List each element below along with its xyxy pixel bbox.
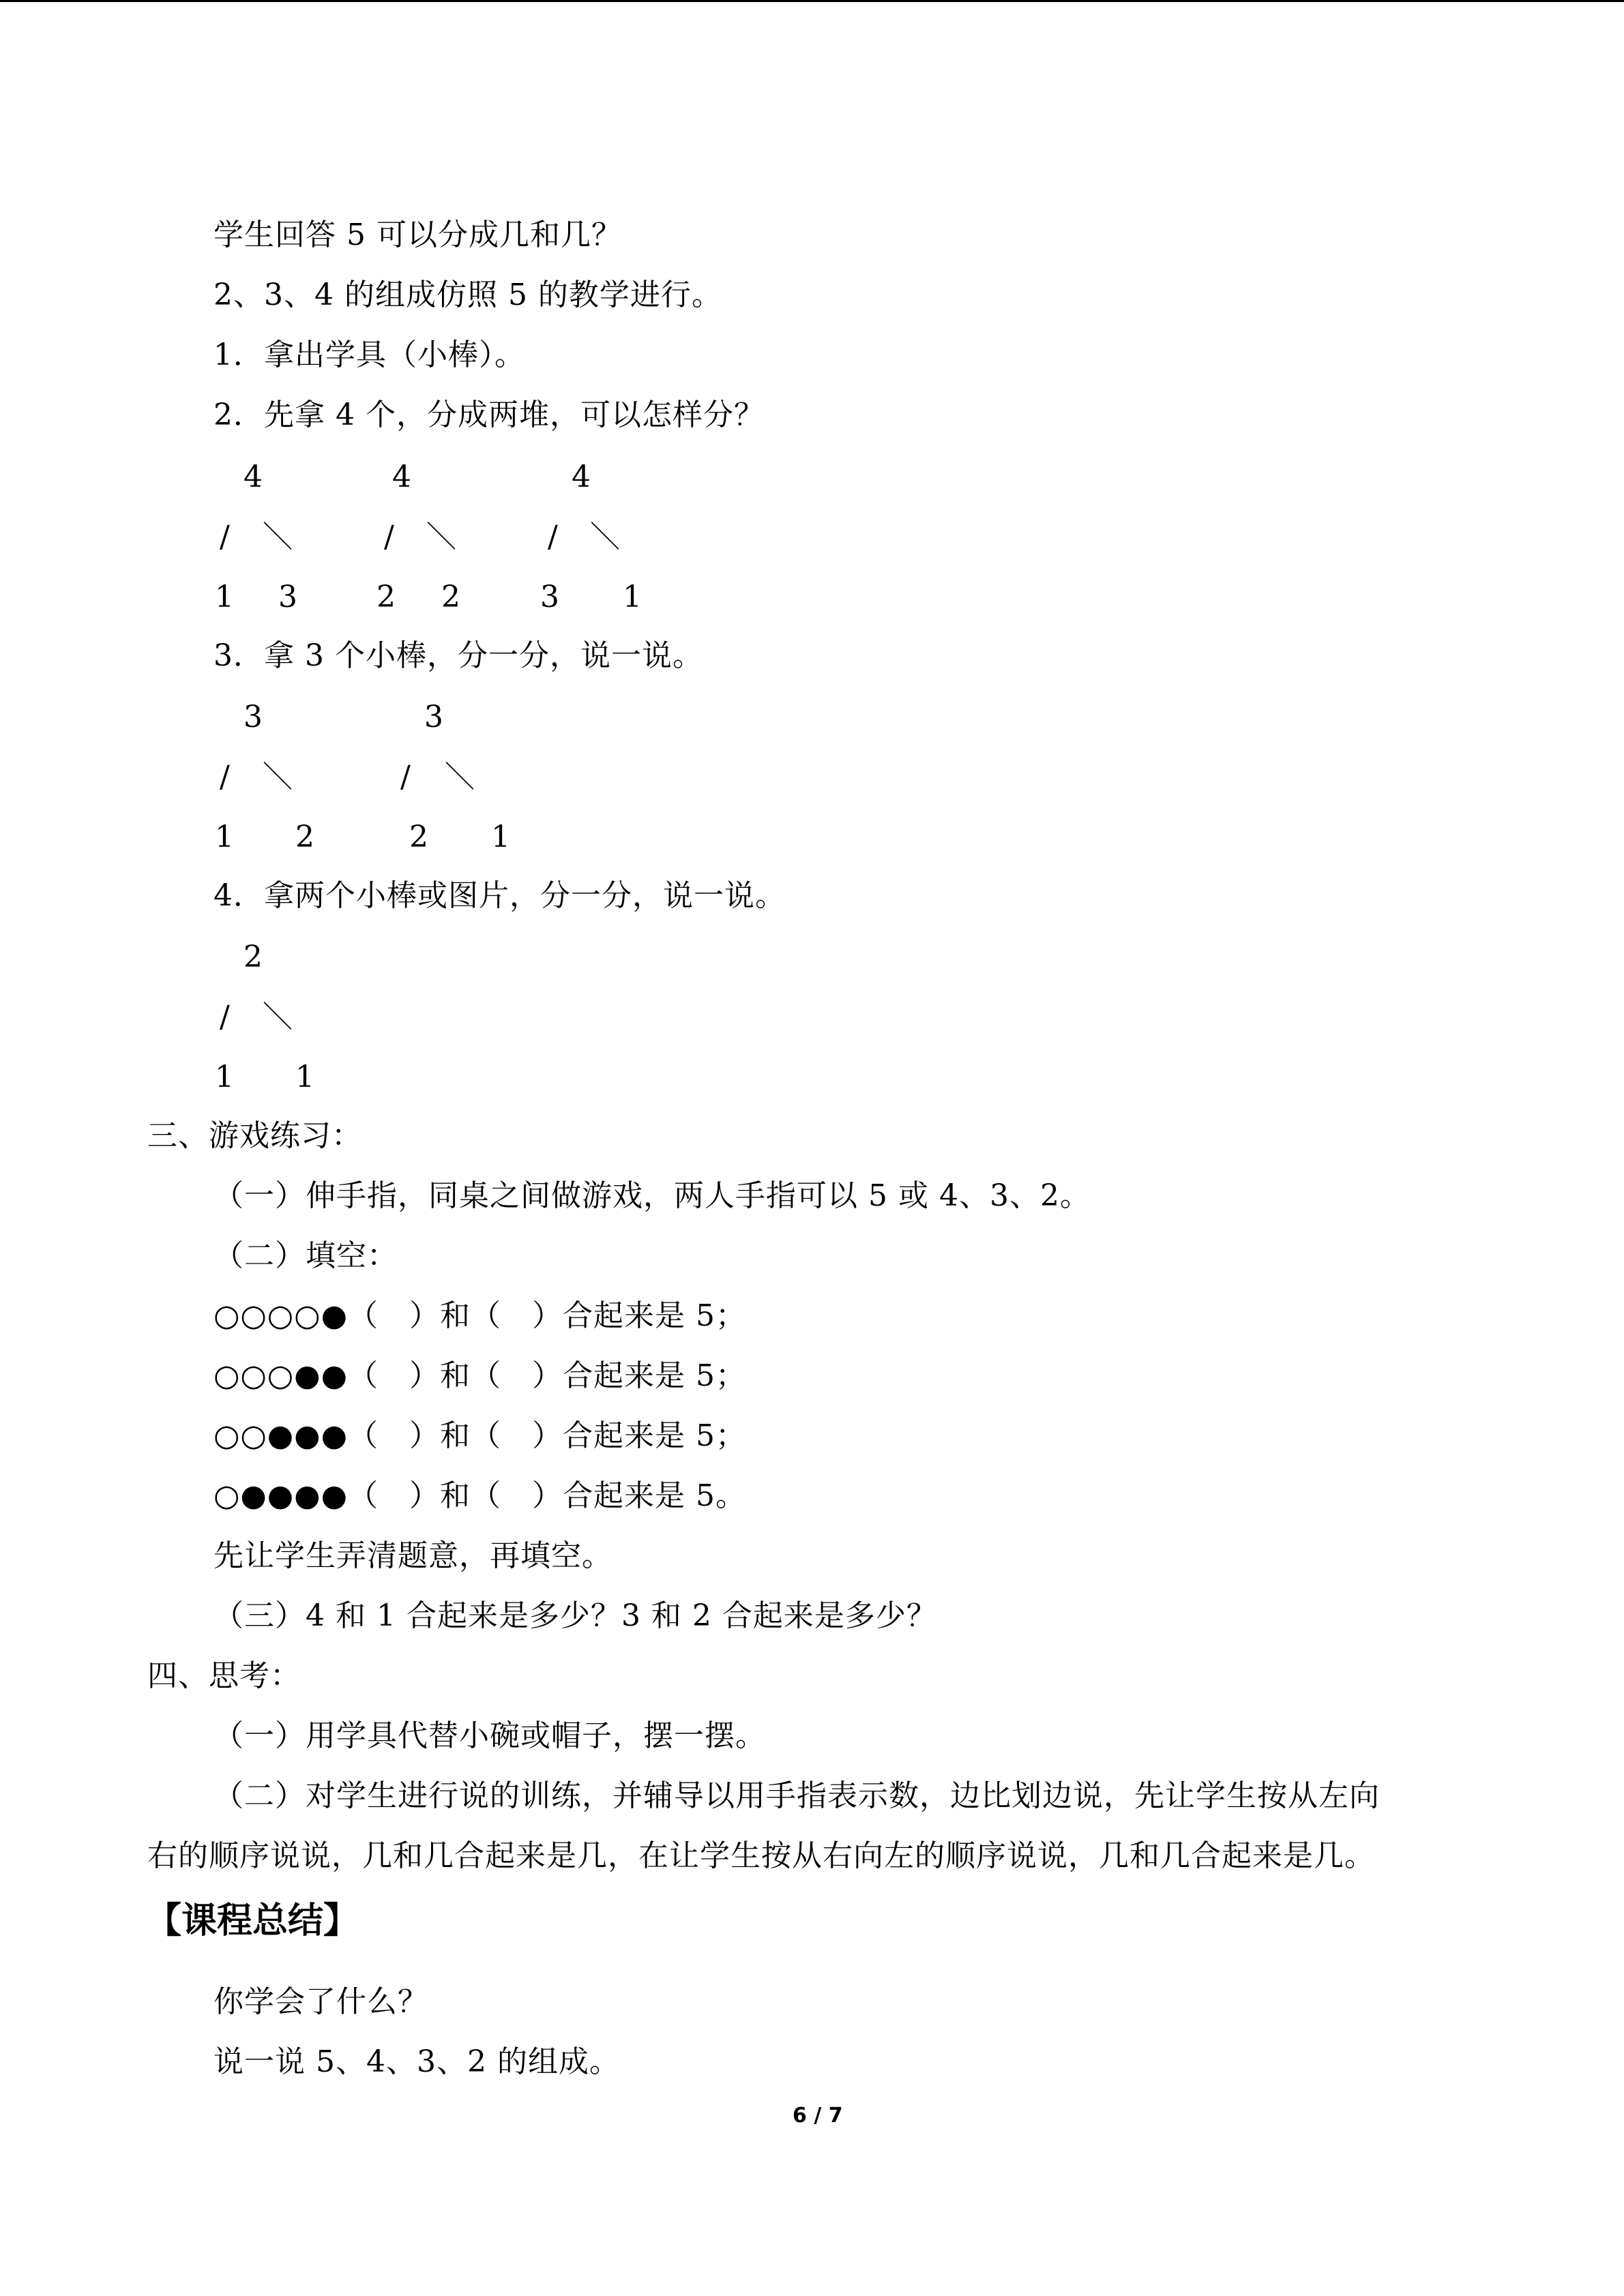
fill-blank-4: ○●●●●（ ）和（ ）合起来是 5。 <box>213 1478 746 1513</box>
step-3: 3．拿 3 个小棒，分一分，说一说。 <box>213 638 703 673</box>
diagram-backslash: ＼ <box>590 520 620 554</box>
diagram-bottom-number: 1 <box>491 820 510 854</box>
diagram-bottom-number: 2 <box>295 820 314 854</box>
summary-task: 说一说 5、4、3、2 的组成。 <box>213 2044 620 2079</box>
diagram-top-number: 2 <box>243 940 263 974</box>
diagram-backslash: ＼ <box>263 520 293 554</box>
game-2: （二）填空： <box>213 1238 398 1273</box>
diagram-backslash: ＼ <box>426 520 456 554</box>
diagram-top-number: 4 <box>392 460 411 494</box>
diagram-bottom-number: 1 <box>215 580 234 614</box>
line-student-answer: 学生回答 5 可以分成几和几？ <box>213 218 622 252</box>
diagram-bottom-number: 2 <box>409 820 428 854</box>
diagram-bottom-number: 1 <box>295 1060 314 1094</box>
diagram-bottom-number: 2 <box>377 580 396 614</box>
diagram-bottom-number: 1 <box>623 580 642 614</box>
fill-blank-1: ○○○○●（ ）和（ ）合起来是 5； <box>213 1298 746 1333</box>
diagram-top-number: 4 <box>572 460 591 494</box>
fill-blank-3: ○○●●●（ ）和（ ）合起来是 5； <box>213 1418 746 1453</box>
diagram-bottom-number: 3 <box>540 580 559 614</box>
diagram-slash: / <box>548 520 558 554</box>
think-1: （一）用学具代替小碗或帽子，摆一摆。 <box>213 1718 766 1753</box>
game-1: （一）伸手指，同桌之间做游戏，两人手指可以 5 或 4、3、2。 <box>213 1178 1091 1213</box>
diagram-top-number: 4 <box>243 460 263 494</box>
diagram-bottom-number: 3 <box>278 580 297 614</box>
fill-blank-2: ○○○●●（ ）和（ ）合起来是 5； <box>213 1358 746 1393</box>
course-summary-heading: 【课程总结】 <box>146 1900 359 1941</box>
page-number: 6 / 7 <box>793 2104 843 2128</box>
diagram-backslash: ＼ <box>445 760 475 794</box>
section-4-heading: 四、思考： <box>147 1658 301 1693</box>
diagram-slash: / <box>400 760 411 794</box>
summary-question: 你学会了什么？ <box>213 1984 428 2019</box>
diagram-top-number: 3 <box>243 700 263 734</box>
game-3: （三）4 和 1 合起来是多少？3 和 2 合起来是多少？ <box>213 1598 937 1633</box>
diagram-backslash: ＼ <box>263 760 293 794</box>
section-3-heading: 三、游戏练习： <box>147 1118 362 1153</box>
step-4: 4．拿两个小棒或图片，分一分，说一说。 <box>213 878 786 913</box>
think-2-line-2: 右的顺序说说，几和几合起来是几，在让学生按从右向左的顺序说说，几和几合起来是几。 <box>147 1838 1375 1873</box>
diagram-bottom-number: 2 <box>441 580 460 614</box>
game-note: 先让学生弄清题意，再填空。 <box>213 1538 612 1573</box>
think-2-line-1: （二）对学生进行说的训练，并辅导以用手指表示数，边比划边说，先让学生按从左向 <box>213 1778 1380 1813</box>
diagram-bottom-number: 1 <box>215 1060 234 1094</box>
step-1: 1．拿出学具（小棒）。 <box>213 338 525 372</box>
diagram-slash: / <box>384 520 394 554</box>
diagram-slash: / <box>220 760 230 794</box>
diagram-top-number: 3 <box>424 700 443 734</box>
diagram-backslash: ＼ <box>263 1000 293 1034</box>
step-2: 2．先拿 4 个，分成两堆，可以怎样分？ <box>213 398 765 432</box>
diagram-slash: / <box>220 1000 230 1034</box>
diagram-bottom-number: 1 <box>215 820 234 854</box>
line-composition-method: 2、3、4 的组成仿照 5 的教学进行。 <box>213 278 722 312</box>
diagram-slash: / <box>220 520 230 554</box>
